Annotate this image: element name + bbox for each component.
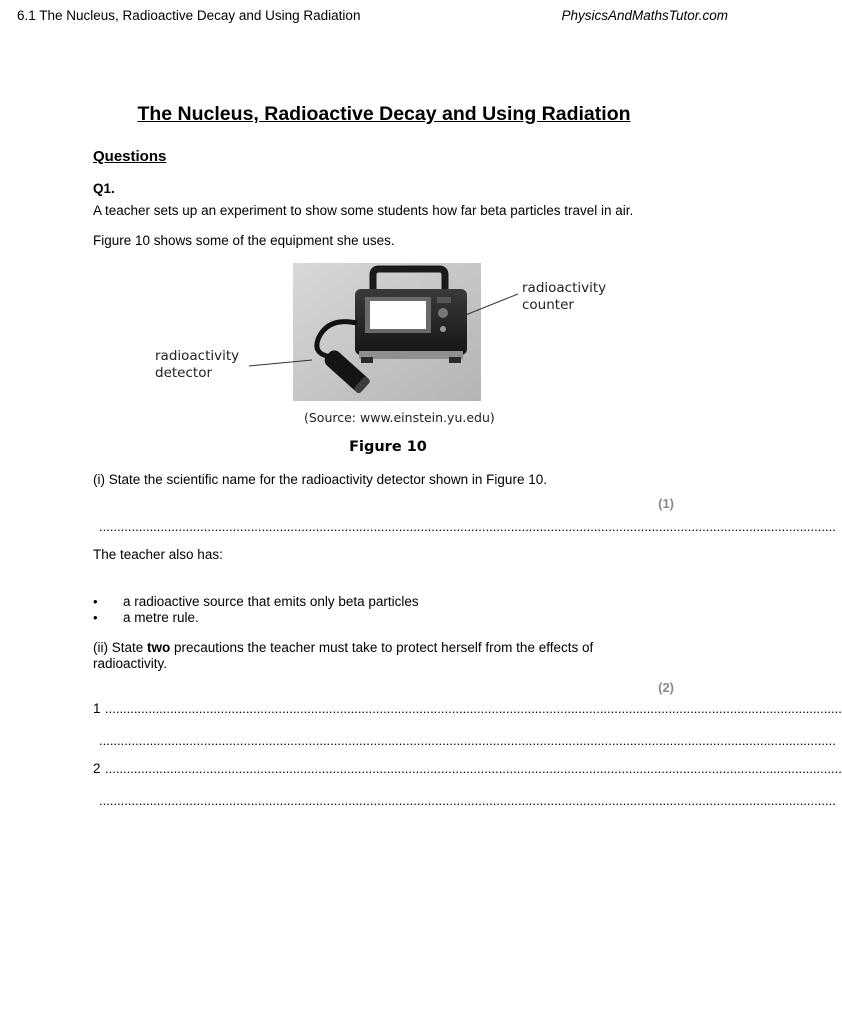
question-intro: A teacher sets up an experiment to show some students how far beta particles travel in air. xyxy=(93,203,634,218)
part-ii-line2: radioactivity. xyxy=(93,656,168,671)
equipment-list xyxy=(93,594,419,626)
answer-1-line-b[interactable]: ............................................................................................................................................................................................................ xyxy=(99,733,836,748)
label-counter-line1: radioactivity xyxy=(522,280,607,296)
question-number: Q1. xyxy=(93,181,115,196)
part-i-question: (i) State the scientific name for the radioactivity detector shown in Figure 10. xyxy=(93,472,547,487)
detector-leader-line xyxy=(249,360,312,366)
part-ii-marks: (2) xyxy=(658,680,674,695)
part-ii-prefix: (ii) State xyxy=(93,640,148,655)
label-detector-line2: detector xyxy=(155,365,212,381)
list-item: • a metre rule. xyxy=(93,610,419,626)
page-header-right[interactable]: PhysicsAndMathsTutor.com xyxy=(561,8,728,23)
counter-leader-line xyxy=(463,294,518,316)
figure-reference: Figure 10 shows some of the equipment she uses. xyxy=(93,233,395,248)
document-title: The Nucleus, Radioactive Decay and Using Radiation xyxy=(137,103,631,125)
answer-number-1: 1 xyxy=(93,701,101,716)
part-i-marks: (1) xyxy=(658,496,674,511)
page-header-left: 6.1 The Nucleus, Radioactive Decay and Using Radiation xyxy=(17,8,361,23)
label-detector-line1: radioactivity xyxy=(155,348,240,364)
list-item: • a radioactive source that emits only beta particles xyxy=(93,594,419,610)
figure-caption: Figure 10 xyxy=(349,439,427,455)
also-has-text: The teacher also has: xyxy=(93,547,223,562)
answer-2-line-b[interactable]: ............................................................................................................................................................................................................ xyxy=(99,793,836,808)
label-counter-line2: counter xyxy=(522,297,574,313)
part-ii-question xyxy=(93,640,653,672)
section-heading: Questions xyxy=(93,148,167,165)
answer-number-2: 2 xyxy=(93,761,101,776)
figure-source: (Source: www.einstein.yu.edu) xyxy=(304,410,495,425)
answer-2-line-a[interactable]: ............................................................................................................................................................................................................ xyxy=(105,761,842,776)
part-i-answer-line[interactable]: ............................................................................................................................................................................................................ xyxy=(99,519,836,534)
answer-1-line-a[interactable]: ............................................................................................................................................................................................................ xyxy=(105,701,842,716)
part-ii-suffix: precautions the teacher must take to protect herself from the effects of xyxy=(170,640,594,655)
part-ii-bold: two xyxy=(147,640,171,655)
